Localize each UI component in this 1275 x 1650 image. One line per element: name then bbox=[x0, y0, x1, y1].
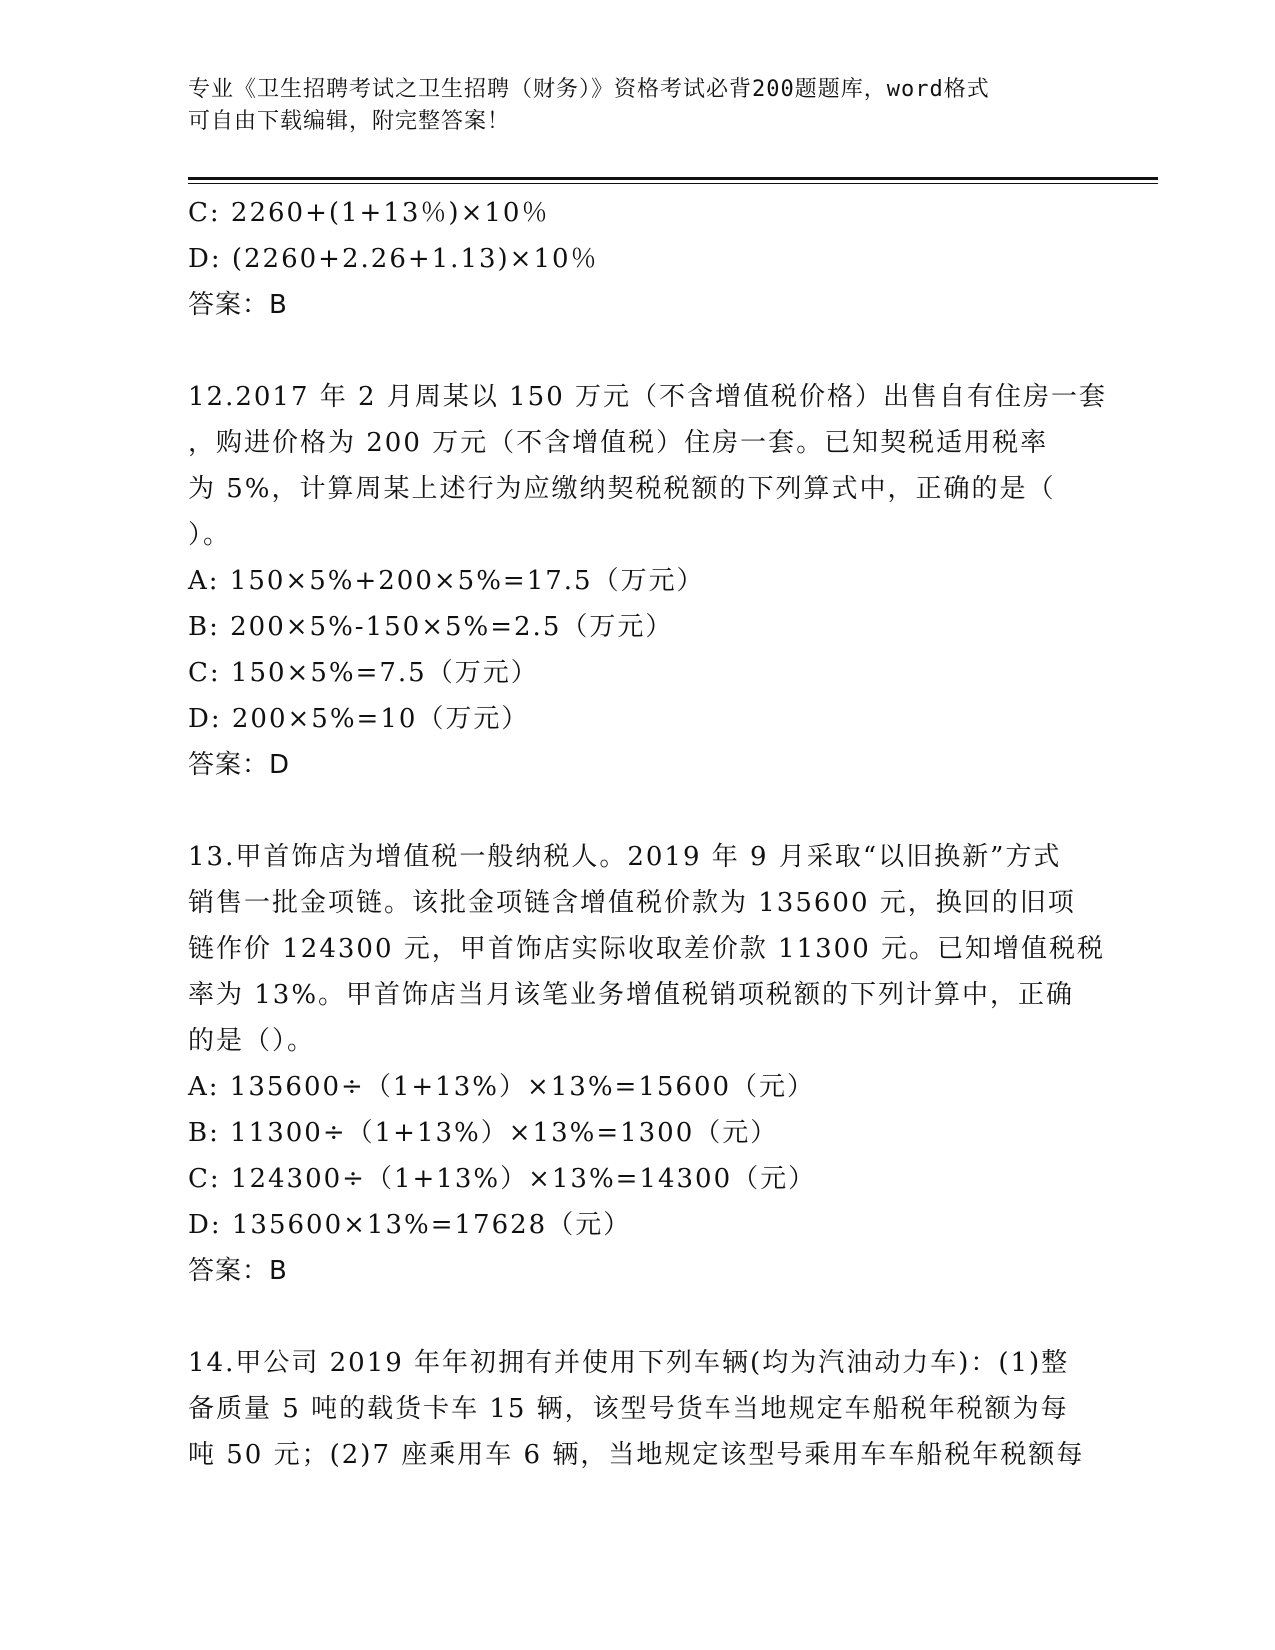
header-line-2: 可自由下载编辑，附完整答案！ bbox=[188, 109, 511, 134]
q13-option-c: C: 124300÷（1+13%）×13%=14300（元） bbox=[188, 1164, 817, 1194]
q12-option-c: C: 150×5%=7.5（万元） bbox=[188, 658, 539, 688]
q12-stem-line: ）。 bbox=[188, 520, 232, 550]
q13-stem-line: 链作价 124300 元，甲首饰店实际收取差价款 11300 元。已知增值税税 bbox=[188, 934, 1106, 964]
q11-option-c: C: 2260+(1+13％)×10％ bbox=[188, 198, 550, 228]
q13-option-a: A: 135600÷（1+13%）×13%=15600（元） bbox=[188, 1072, 816, 1102]
q12-stem-line: 12.2017 年 2 月周某以 150 万元（不含增值税价格）出售自有住房一套 bbox=[188, 382, 1108, 412]
q12-option-d: D: 200×5%=10（万元） bbox=[188, 704, 530, 734]
q12-option-a: A: 150×5%+200×5%=17.5（万元） bbox=[188, 566, 705, 596]
document-header bbox=[188, 74, 1068, 138]
header-divider-thin bbox=[188, 183, 1158, 184]
q14-stem-line: 吨 50 元；(2)7 座乘用车 6 辆，当地规定该型号乘用车车船税年税额每 bbox=[188, 1440, 1085, 1470]
q13-option-d: D: 135600×13%=17628（元） bbox=[188, 1210, 632, 1240]
q13-stem-line: 销售一批金项链。该批金项链含增值税价款为 135600 元，换回的旧项 bbox=[188, 888, 1076, 918]
q13-stem-line: 13.甲首饰店为增值税一般纳税人。2019 年 9 月采取“以旧换新”方式 bbox=[188, 842, 1062, 872]
q12-stem-line: ，购进价格为 200 万元（不含增值税）住房一套。已知契税适用税率 bbox=[188, 428, 1049, 458]
header-line-1: 专业《卫生招聘考试之卫生招聘（财务）》资格考试必背200题题库，word格式 bbox=[188, 77, 990, 102]
document-body bbox=[188, 190, 1108, 1478]
q12-answer: 答案：D bbox=[188, 750, 291, 780]
q13-answer: 答案：B bbox=[188, 1256, 288, 1286]
q11-option-d: D: (2260+2.26+1.13)×10％ bbox=[188, 244, 599, 274]
header-divider-thick bbox=[188, 177, 1158, 180]
q13-option-b: B: 11300÷（1+13%）×13%=1300（元） bbox=[188, 1118, 779, 1148]
q12-stem-line: 为 5%，计算周某上述行为应缴纳契税税额的下列算式中，正确的是（ bbox=[188, 474, 1056, 504]
q13-stem-line: 的是（）。 bbox=[188, 1026, 316, 1056]
q11-answer: 答案：B bbox=[188, 290, 288, 320]
q14-stem-line: 14.甲公司 2019 年年初拥有并使用下列车辆(均为汽油动力车)：(1)整 bbox=[188, 1348, 1070, 1378]
q12-option-b: B: 200×5%-150×5%=2.5（万元） bbox=[188, 612, 674, 642]
q13-stem-line: 率为 13%。甲首饰店当月该笔业务增值税销项税额的下列计算中，正确 bbox=[188, 980, 1075, 1010]
q14-stem-line: 备质量 5 吨的载货卡车 15 辆，该型号货车当地规定车船税年税额为每 bbox=[188, 1394, 1069, 1424]
